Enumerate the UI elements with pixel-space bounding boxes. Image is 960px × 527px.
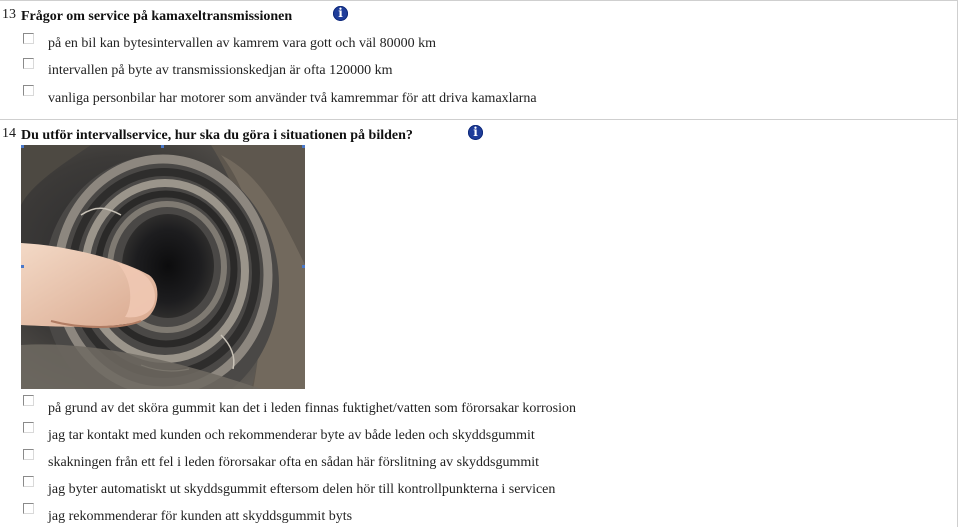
info-icon[interactable]: i: [468, 125, 483, 140]
question-divider: [0, 119, 958, 120]
question-title: Du utför intervallservice, hur ska du göra i situationen på bilden?: [21, 128, 413, 143]
answer-option: [0, 61, 960, 81]
selection-handle: [21, 265, 24, 268]
selection-handle: [161, 145, 164, 148]
selection-handle: [302, 265, 305, 268]
question-number: 14: [2, 126, 16, 141]
question-number: 13: [2, 7, 16, 22]
question-title: Frågor om service på kamaxeltransmissionen: [21, 9, 293, 24]
answer-checkbox[interactable]: [23, 395, 34, 406]
answer-option: [0, 422, 960, 442]
answer-label: på grund av det sköra gummit kan det i leden finnas fuktighet/vatten som förorsakar korrosion: [48, 401, 576, 416]
answer-checkbox[interactable]: [23, 476, 34, 487]
answer-option: [0, 476, 960, 496]
question-photo: [21, 145, 305, 389]
answer-option: [0, 395, 960, 415]
answer-checkbox[interactable]: [23, 503, 34, 514]
answer-checkbox[interactable]: [23, 449, 34, 460]
answer-label: intervallen på byte av transmissionskedjan är ofta 120000 km: [48, 63, 393, 78]
answer-option: [0, 503, 960, 523]
cv-joint-boot-image: [21, 145, 305, 389]
answer-label: skakningen från ett fel i leden förorsakar ofta en sådan här förslitning av skyddsgummit: [48, 455, 540, 470]
answer-label: jag tar kontakt med kunden och rekommenderar byte av både leden och skyddsgummit: [48, 428, 535, 443]
answer-label: vanliga personbilar har motorer som använder två kamremmar för att driva kamaxlarna: [48, 91, 537, 106]
question-divider: [0, 0, 958, 1]
answer-label: jag byter automatiskt ut skyddsgummit eftersom delen hör till kontrollpunkterna i servicen: [48, 482, 556, 497]
answer-checkbox[interactable]: [23, 422, 34, 433]
answer-option: [0, 88, 960, 108]
answer-checkbox[interactable]: [23, 33, 34, 44]
answer-checkbox[interactable]: [23, 58, 34, 69]
answer-option: [0, 449, 960, 469]
answer-option: [0, 33, 960, 53]
selection-handle: [302, 145, 305, 148]
answer-label: på en bil kan bytesintervallen av kamrem vara gott och väl 80000 km: [48, 36, 436, 51]
selection-handle: [21, 145, 24, 148]
answer-checkbox[interactable]: [23, 85, 34, 96]
info-icon[interactable]: i: [333, 6, 348, 21]
answer-label: jag rekommenderar för kunden att skyddsgummit byts: [48, 509, 353, 524]
